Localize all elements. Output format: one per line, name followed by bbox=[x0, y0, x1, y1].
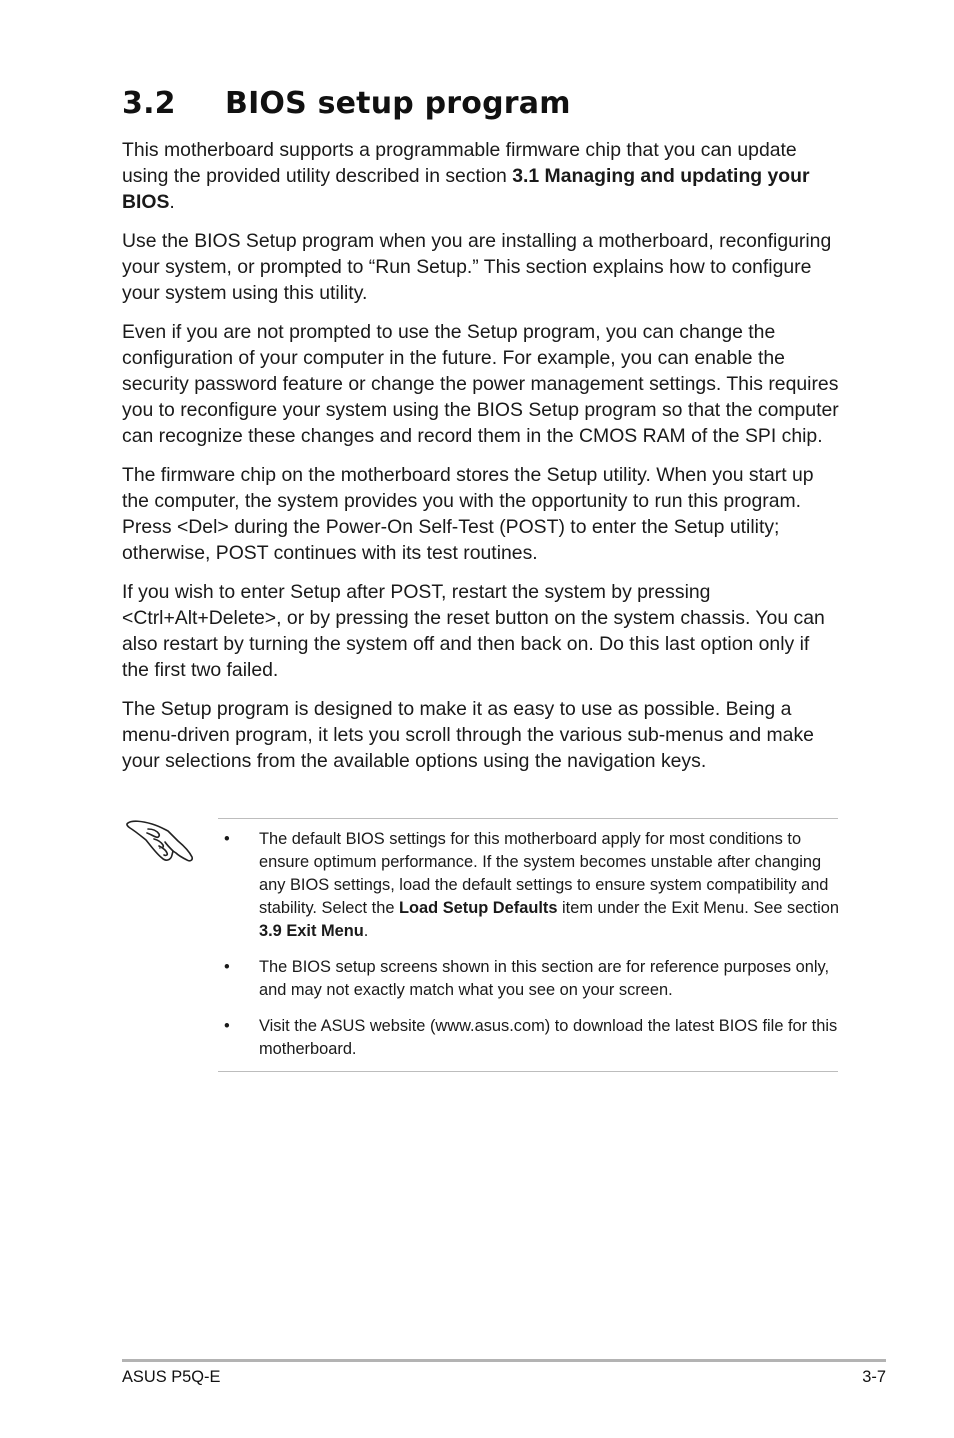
note-divider-bottom bbox=[218, 1071, 838, 1072]
pointing-hand-icon bbox=[126, 818, 194, 866]
note-list bbox=[218, 828, 840, 1074]
paragraph-use-setup: Use the BIOS Setup program when you are installing a motherboard, reconfiguring your system, or prompted to “Run Setup.” This section explains how to configure your system using this utility. bbox=[122, 230, 832, 304]
menu-item-reference: Load Setup Defaults bbox=[399, 899, 558, 917]
section-reference: 3.1 Managing and updating your BIOS bbox=[122, 165, 810, 213]
paragraph-change-config: Even if you are not prompted to use the Setup program, you can change the configuration of your computer in the future. For example, you can enable the security password feature or change the power management settings. This requires you to reconfigure your system using the BIOS Setup program so that the computer can recognize these changes and record them in the CMOS RAM of the SPI chip. bbox=[122, 321, 839, 447]
paragraph-restart: If you wish to enter Setup after POST, restart the system by pressing <Ctrl+Alt+Delete>, or by pressing the reset button on the system chassis. You can also restart by turning the system off and then back on. Do this last option only if the first two failed. bbox=[122, 581, 825, 681]
bullet: • bbox=[224, 830, 230, 848]
product-name: ASUS P5Q-E bbox=[122, 1368, 221, 1386]
section-number: 3.2 bbox=[122, 86, 176, 121]
page-number: 3-7 bbox=[862, 1368, 886, 1386]
section-heading bbox=[122, 86, 571, 121]
note-box bbox=[116, 818, 840, 1072]
paragraph-intro bbox=[122, 137, 840, 215]
note-item-text: item under the Exit Menu. See section bbox=[557, 899, 839, 917]
note-item-text: The BIOS setup screens shown in this section are for reference purposes only, and may not exactly match what you see on your screen. bbox=[259, 958, 830, 999]
paragraph-intro-text: This motherboard supports a programmable firmware chip that you can update using the provided utility described in section bbox=[122, 139, 797, 187]
body-text bbox=[122, 137, 840, 787]
note-item-defaults bbox=[218, 828, 840, 943]
bullet: • bbox=[224, 1017, 230, 1035]
paragraph-navigation: The Setup program is designed to make it as easy to use as possible. Being a menu-driven program, it lets you scroll through the various sub-menus and make your selections from the available options using the navigation keys. bbox=[122, 698, 814, 772]
footer-divider bbox=[122, 1359, 886, 1362]
note-item-website bbox=[218, 1015, 840, 1061]
bullet: • bbox=[224, 958, 230, 976]
section-reference: 3.9 Exit Menu bbox=[259, 922, 364, 940]
note-item-text: The default BIOS settings for this motherboard apply for most conditions to ensure optimum performance. If the system becomes unstable after changing any BIOS settings, load the default settings to ensure system compatibility and stability. Select the bbox=[259, 830, 829, 917]
paragraph-firmware-chip: The firmware chip on the motherboard stores the Setup utility. When you start up the computer, the system provides you with the opportunity to run this program. Press <Del> during the Power-On Self-Test (POST) to enter the Setup utility; otherwise, POST continues with its test routines. bbox=[122, 464, 814, 564]
note-item-screens bbox=[218, 956, 840, 1002]
note-item-text: . bbox=[363, 922, 369, 940]
note-divider-top bbox=[218, 818, 838, 819]
paragraph-intro-end: . bbox=[169, 191, 175, 213]
note-item-text: Visit the ASUS website (www.asus.com) to download the latest BIOS file for this motherboard. bbox=[259, 1017, 838, 1058]
section-title: BIOS setup program bbox=[225, 86, 571, 121]
